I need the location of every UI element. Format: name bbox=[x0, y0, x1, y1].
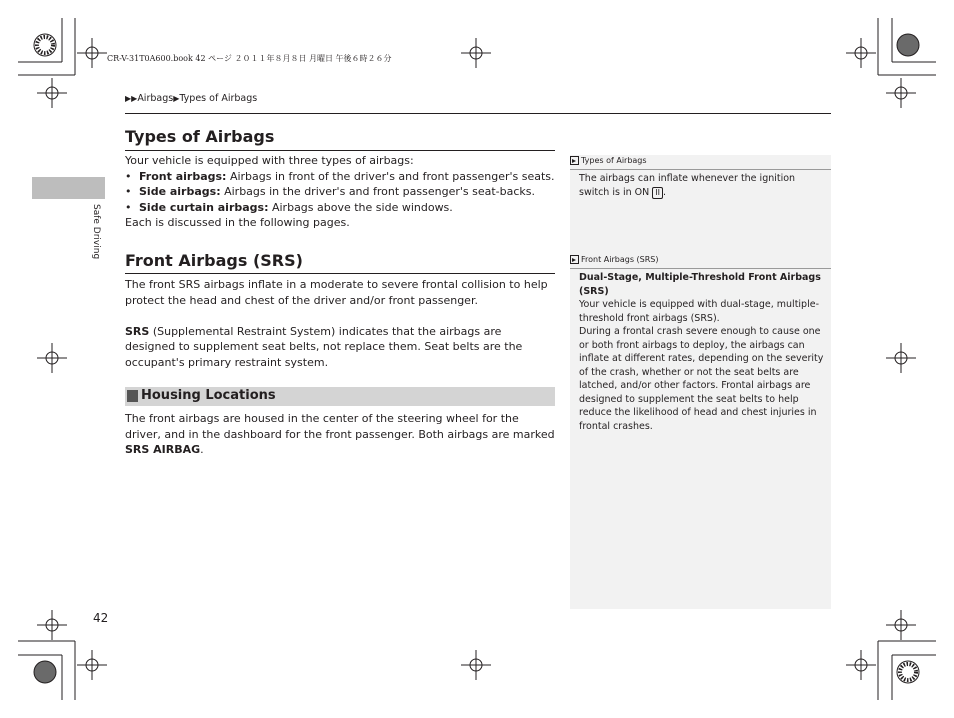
housing-locations-body: The front airbags are housed in the center of the steering wheel for the driver, and in the dashboard for the front passenger. Both airbags are marked SRS AIRBAG. bbox=[125, 412, 555, 457]
note-rule bbox=[570, 169, 831, 170]
section-title-front-airbags: Front Airbags (SRS) bbox=[125, 251, 303, 270]
breadcrumb-item-airbags[interactable]: Airbags bbox=[137, 93, 174, 104]
section-title-types-of-airbags: Types of Airbags bbox=[125, 127, 275, 146]
print-header: CR-V-31T0A600.book 42 ページ ２０１１年８月８日 月曜日 午後６時２６分 bbox=[107, 54, 392, 63]
section-rule bbox=[125, 150, 555, 151]
bullet-front-airbags: • Front airbags: Airbags in front of the driver's and front passenger's seats. bbox=[125, 169, 555, 183]
note-subtitle: Dual-Stage, Multiple-Threshold Front Airbags (SRS) bbox=[579, 272, 821, 297]
reference-arrow-icon bbox=[570, 156, 579, 165]
note-types-of-airbags-head[interactable]: Types of Airbags bbox=[570, 156, 647, 165]
front-airbags-para2: SRS (Supplemental Restraint System) indicates that the airbags are designed to supplement seat belts, not replace them. Seat belts are the occupant's primary restraint system. bbox=[125, 324, 523, 369]
breadcrumb-arrows: ▶▶ bbox=[125, 94, 138, 103]
square-bullet-icon bbox=[127, 390, 138, 402]
note-front-airbags-head[interactable]: Front Airbags (SRS) bbox=[570, 255, 659, 264]
page-number: 42 bbox=[93, 611, 109, 625]
note-para2: During a frontal crash severe enough to cause one or both front airbags to deploy, the airbags can inflate at different rates, depending on the severity of the crash, whether or not the seat belts are latched, and/or other factors. Frontal airbags are designed to supplement the seat belts to help reduce the likelihood of head and chest injuries in frontal crashes. bbox=[579, 326, 824, 432]
section-rule bbox=[125, 273, 555, 274]
front-airbags-para1: The front SRS airbags inflate in a moderate to severe frontal collision to help protect the head and chest of the driver and/or front passenger. bbox=[125, 278, 548, 307]
types-outro: Each is discussed in the following pages. bbox=[125, 216, 350, 230]
breadcrumb bbox=[125, 93, 257, 104]
note-rule bbox=[570, 268, 831, 269]
chapter-tab-label: Safe Driving bbox=[91, 204, 101, 260]
subsection-title-housing-locations: Housing Locations bbox=[141, 388, 276, 403]
reference-arrow-icon bbox=[570, 255, 579, 264]
note-para1: Your vehicle is equipped with dual-stage, multiple-threshold front airbags (SRS). bbox=[579, 299, 820, 324]
header-rule bbox=[125, 113, 831, 114]
types-intro: Your vehicle is equipped with three types of airbags: bbox=[125, 154, 414, 167]
front-airbags-body bbox=[125, 277, 555, 371]
chapter-tab[interactable] bbox=[32, 177, 105, 199]
breadcrumb-item-types-of-airbags[interactable]: Types of Airbags bbox=[179, 93, 258, 104]
bullet-side-curtain-airbags: • Side curtain airbags: Airbags above the side windows. bbox=[125, 200, 453, 214]
types-of-airbags-body bbox=[125, 153, 555, 231]
bullet-side-airbags: • Side airbags: Airbags in the driver's and front passenger's seat-backs. bbox=[125, 185, 536, 199]
breadcrumb-separator: ▶ bbox=[173, 94, 180, 103]
note-types-of-airbags-text: The airbags can inflate whenever the ignition switch is in ON II . bbox=[579, 173, 796, 198]
ignition-position-key: II bbox=[652, 187, 663, 199]
note-front-airbags-text bbox=[579, 271, 825, 433]
